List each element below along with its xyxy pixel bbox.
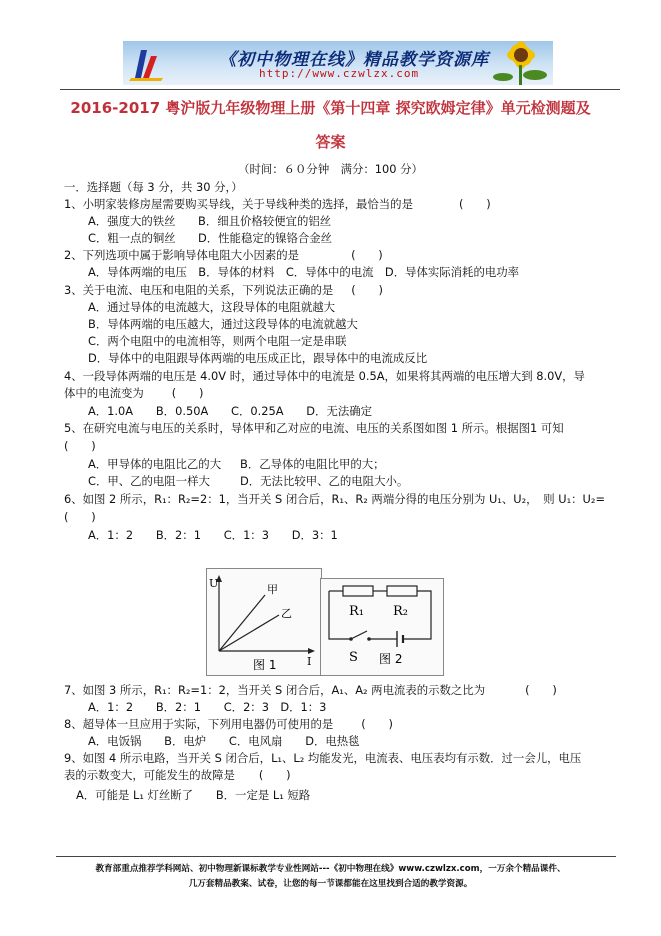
option-row bbox=[88, 457, 385, 471]
question-4-cont bbox=[64, 386, 203, 400]
document-title-cont: 答案 bbox=[315, 133, 346, 151]
question-text: 7、如图 3 所示，R₁：R₂=1：2，当开关 S 闭合后，A₁、A₂ 两电流表的示数之比为 bbox=[64, 683, 486, 697]
banner-url[interactable]: http://www.czwlzx.com bbox=[259, 67, 420, 80]
answer-bracket: ( ) bbox=[64, 510, 96, 524]
option-a: A．通过导体的电流越大，这段导体的电阻就越大 bbox=[88, 300, 335, 314]
question-1 bbox=[64, 197, 491, 211]
question-3 bbox=[64, 283, 383, 297]
question-text: 1、小明家装修房屋需要购买导线，关于导线种类的选择，最恰当的是 bbox=[64, 197, 413, 211]
line-a-label: 甲 bbox=[267, 583, 278, 596]
document-title: 2016-2017 粤沪版九年级物理上册《第十四章 探究欧姆定律》单元检测题及 bbox=[70, 99, 591, 117]
site-logo bbox=[127, 44, 167, 82]
footer-line-1: 教育部重点推荐学科网站、初中物理新课标教学专业性网站---《初中物理在线》www.czwlzx.com，一万余个精品课件、 bbox=[95, 864, 566, 874]
option-row bbox=[88, 214, 331, 228]
sunflower-image bbox=[481, 41, 551, 85]
figure-2 bbox=[320, 578, 444, 676]
answer-bracket: ( ) bbox=[361, 717, 393, 731]
question-text: 2、下列选项中属于影响导体电阻大小因素的是 bbox=[64, 248, 300, 262]
option-c: C．甲、乙的电阻一样大 bbox=[88, 474, 210, 488]
footer-line-2: 几万套精品教案、试卷，让您的每一节课都能在这里找到合适的教学资源。 bbox=[188, 879, 473, 889]
question-text: 表的示数变大，可能发生的故障是 bbox=[64, 768, 235, 782]
resistor-r1 bbox=[343, 586, 373, 596]
question-2 bbox=[64, 248, 383, 262]
option-d: D．导体中的电阻跟导体两端的电压成正比，跟导体中的电流成反比 bbox=[88, 351, 428, 365]
option-row bbox=[88, 231, 332, 245]
option-d: D．无法比较甲、乙的电阻大小。 bbox=[240, 474, 409, 488]
option-c: C．粗一点的铜丝 bbox=[88, 231, 176, 245]
section-heading: 一．选择题（每 3 分，共 30 分，） bbox=[64, 180, 243, 194]
line-a bbox=[219, 595, 265, 651]
answer-bracket: ( ) bbox=[64, 439, 96, 453]
option-row: A．可能是 L₁ 灯丝断了 B．一定是 L₁ 短路 bbox=[76, 788, 311, 802]
question-9-cont bbox=[64, 768, 291, 782]
circuit-diagram bbox=[321, 579, 443, 675]
axis-y-label: U bbox=[209, 577, 219, 590]
question-6: 6、如图 2 所示，R₁：R₂=2：1，当开关 S 闭合后，R₁、R₂ 两端分得的电压分别为 U₁、U₂， 则 U₁：U₂= bbox=[64, 492, 605, 506]
figure-caption: 图 1 bbox=[253, 658, 277, 672]
header-banner bbox=[123, 41, 553, 85]
answer-bracket: ( ) bbox=[171, 386, 204, 400]
option-row: A．电饭锅 B．电炉 C．电风扇 D．电热毯 bbox=[88, 734, 360, 748]
option-d: D．性能稳定的镍铬合金丝 bbox=[198, 231, 333, 245]
option-row: A．1：2 B．2：1 C．1：3 D．3：1 bbox=[88, 528, 338, 542]
option-row bbox=[88, 474, 408, 488]
question-9: 9、如图 4 所示电路，当开关 S 闭合后，L₁、L₂ 均能发光，电流表、电压表均有示数．过一会儿，电压 bbox=[64, 751, 582, 765]
option-c: C．两个电阻中的电流相等，则两个电阻一定是串联 bbox=[88, 334, 347, 348]
exam-meta: （时间：６０分钟 满分：100 分） bbox=[238, 162, 423, 176]
figure-1 bbox=[206, 568, 322, 676]
answer-bracket: ( ) bbox=[258, 768, 291, 782]
iv-graph bbox=[207, 569, 321, 675]
option-b: B．细且价格较便宜的铝丝 bbox=[198, 214, 332, 228]
resistor-r2 bbox=[387, 586, 417, 596]
switch bbox=[351, 631, 367, 639]
axis-x-label: I bbox=[307, 655, 312, 668]
question-5: 5、在研究电流与电压的关系时，导体甲和乙对应的电流、电压的关系图如图 1 所示。根据图1 可知 bbox=[64, 421, 564, 435]
question-8 bbox=[64, 717, 393, 731]
header-divider bbox=[60, 89, 620, 90]
option-row: A．1.0A B．0.50A C．0.25A D．无法确定 bbox=[88, 404, 373, 418]
r2-label: R₂ bbox=[393, 604, 408, 619]
option-row: A．1：2 B．2：1 C．2：3 D．1：3 bbox=[88, 700, 327, 714]
figure-caption: 图 2 bbox=[379, 652, 403, 666]
question-text: 8、超导体一旦应用于实际，下列用电器仍可使用的是 bbox=[64, 717, 334, 731]
line-b-label: 乙 bbox=[281, 607, 292, 620]
answer-bracket: ( ) bbox=[351, 248, 383, 262]
option-row: A．导体两端的电压 B．导体的材料 C．导体中的电流 D．导体实际消耗的电功率 bbox=[88, 265, 520, 279]
answer-bracket: ( ) bbox=[525, 683, 557, 697]
option-b: B．导体两端的电压越大，通过这段导体的电流就越大 bbox=[88, 317, 358, 331]
footer-divider bbox=[56, 856, 616, 857]
question-text: 体中的电流变为 bbox=[64, 386, 144, 400]
question-7 bbox=[64, 683, 557, 697]
option-a: A．强度大的铁丝 bbox=[88, 214, 176, 228]
answer-bracket: ( ) bbox=[351, 283, 383, 297]
option-b: B．乙导体的电阻比甲的大； bbox=[240, 457, 385, 471]
option-a: A．甲导体的电阻比乙的大 bbox=[88, 457, 222, 471]
banner-title: 《初中物理在线》精品教学资源库 bbox=[219, 50, 489, 70]
question-4: 4、一段导体两端的电压是 4.0V 时，通过导体中的电流是 0.5A，如果将其两端的电压增大到 8.0V，导 bbox=[64, 369, 585, 383]
question-text: 3、关于电流、电压和电阻的关系，下列说法正确的是 bbox=[64, 283, 334, 297]
r1-label: R₁ bbox=[349, 604, 364, 619]
line-b bbox=[219, 615, 279, 651]
answer-bracket: ( ) bbox=[458, 197, 491, 211]
switch-label: S bbox=[349, 650, 358, 665]
